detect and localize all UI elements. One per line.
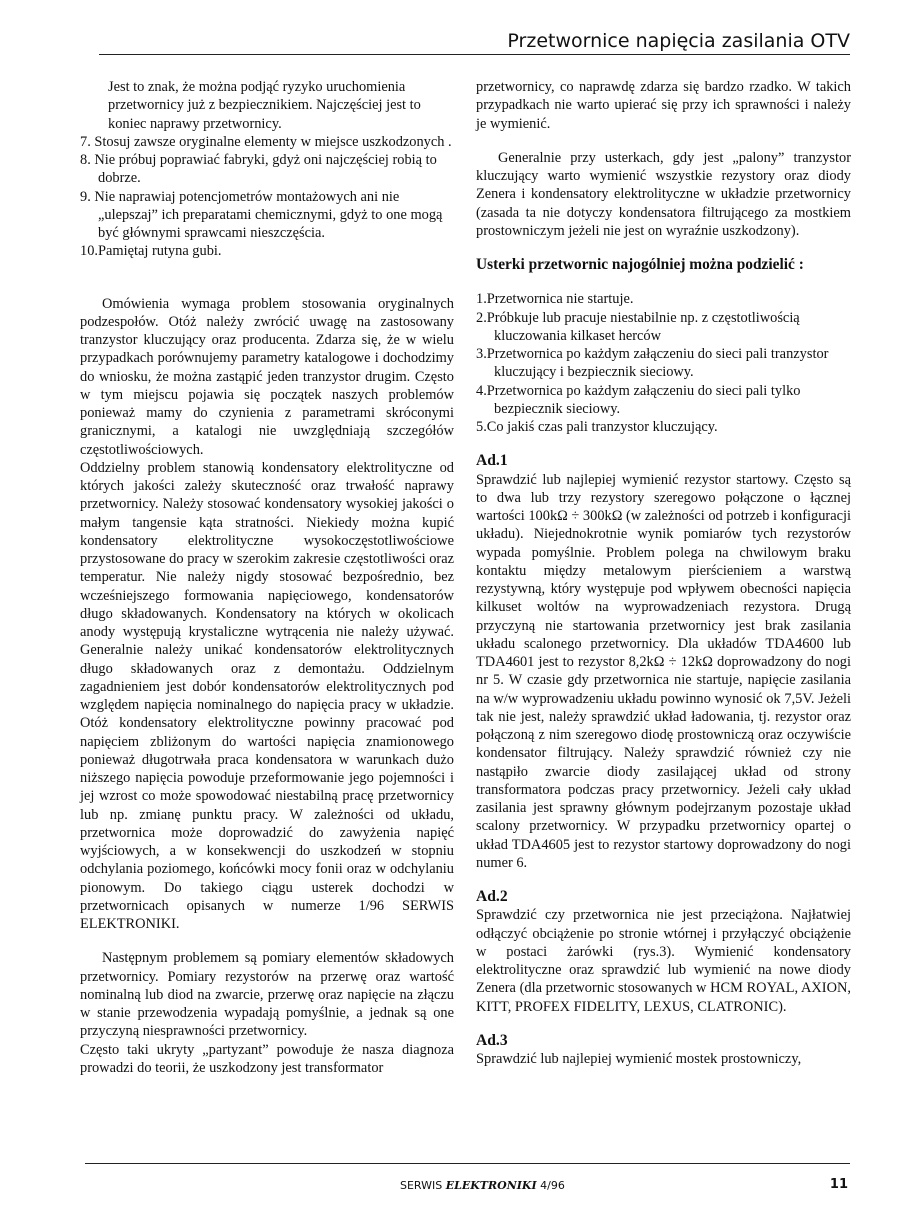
left-column bbox=[80, 78, 454, 1077]
header-rule bbox=[99, 54, 850, 55]
page-footer bbox=[0, 1177, 918, 1197]
list-item: 4.Przetwornica po każdym załączeniu do sieci pali tylko bezpiecznik sieciowy. bbox=[476, 382, 801, 417]
running-title: Przetwornice napięcia zasilania OTV bbox=[507, 30, 850, 52]
paragraph: Sprawdzić lub najlepiej wymienić rezystor startowy. Często są to dwa lub trzy rezystory szeregowo połączone o łącznej wartości 100kΩ ÷ 300kΩ (w zależności od potrzeb i konfiguracji układu). Niejednokrotnie wynik pomiarów tych rezystorów wypada pomyślnie. Problem polega na chwilowym braku kontaktu między metalowym pierścieniem a warstwą rezystywną, który występuje pod wpływem obecności napięcia kilkuset woltów na wyprowadzeniach rezystora. Drugą przyczyną nie startowania przetwornicy jest brak zasilania układu scalonego przetwornicy. Dla układów TDA4600 lub TDA4601 jest to rezystor 8,2kΩ ÷ 12kΩ doprowadzony do nogi nr 5. W czasie gdy przetwornica nie startuje, napięcie zasilania na w/w wyprowadzeniu układu powinno wynosić ok 7,5V. Jeżeli tak nie jest, należy sprawdzić układ ładowania, tj. rezystor oraz połączoną z nim szeregowo diodę prostowniczą oraz oczywiście kondensator filtrujący. Należy sprawdzić również czy nie nastąpiło zwarcie diody zasilającej układ od strony transformatora podczas pracy przetwornicy. Jeżeli cały układ zasilania jest sprawny głównym podejrzanym pozostaje układ scalony przetwornicy. W przypadku przetwornicy opartej o układ TDA4605 jest to rezystor startowy doprowadzony do nogi numer 6. bbox=[476, 471, 851, 871]
paragraph: Często taki ukryty „partyzant” powoduje że nasza diagnoza prowadzi do teorii, że uszkodzony jest transformator bbox=[80, 1041, 454, 1076]
paragraph: Sprawdzić czy przetwornica nie jest przeciążona. Najłatwiej odłączyć obciążenie po stronie wtórnej i przyłączyć obciążenie w postaci żarówki (rys.3). Wymienić kondensatory elektrolityczne oraz sprawdzić lub wymienić na nowe diody Zenera (dla przetwornic stosowanych w HCM ROYAL, AXION, KITT, PROFEX FIDELITY, LEXUS, CLATRONIC). bbox=[476, 907, 851, 1015]
faults-list bbox=[476, 290, 851, 436]
list-item: 8. Nie próbuj poprawiać fabryki, gdyż oni najczęściej robią to dobrze. bbox=[80, 152, 437, 187]
magazine-issue bbox=[400, 1179, 565, 1192]
list-item: 10.Pamiętaj rutyna gubi. bbox=[80, 243, 222, 260]
page-number: 11 bbox=[829, 1177, 848, 1192]
issue-number: 4/96 bbox=[536, 1179, 565, 1192]
paragraph: Następnym problemem są pomiary elementów składowych przetwornicy. Pomiary rezystorów na przerwę oraz wartość nominalną lub diod na zwarcie, przerwę oraz napięcie na złączu w stanie przewodzenia wypadają pomyślnie, a jednak są one przyczyną niesprawności przetwornicy. bbox=[80, 950, 454, 1040]
list-item: 1.Przetwornica nie startuje. bbox=[476, 291, 634, 308]
paragraph: Generalnie przy usterkach, gdy jest „palony” tranzystor kluczujący warto wymienić wszystkie rezystory oraz diody Zenera i kondensatory elektrolityczne w układzie przetwornicy (zasada ta nie dotyczy kondensatora filtrującego za mostkiem prostowniczym jeżeli nie jest on wyraźnie uszkodzony). bbox=[476, 149, 851, 239]
paragraph: Sprawdzić lub najlepiej wymienić mostek prostowniczy, bbox=[476, 1051, 802, 1067]
continued-paragraph: Jest to znak, że można podjąć ryzyko uruchomienia przetwornicy już z bezpiecznikiem. Najczęściej jest to koniec naprawy przetwornicy. bbox=[108, 79, 421, 132]
footer-rule bbox=[85, 1163, 850, 1164]
magazine-brand: ELEKTRONIKI bbox=[445, 1179, 537, 1192]
subsection-heading: Ad.1 bbox=[476, 452, 508, 470]
right-column bbox=[476, 78, 851, 1068]
rules-list bbox=[80, 133, 454, 261]
magazine-prefix: SERWIS bbox=[400, 1179, 446, 1192]
list-item: 3.Przetwornica po każdym załączeniu do sieci pali tranzystor kluczujący i bezpiecznik sieciowy. bbox=[476, 346, 829, 381]
subsection-heading: Ad.3 bbox=[476, 1031, 508, 1049]
list-item: 5.Co jakiś czas pali tranzystor kluczujący. bbox=[476, 419, 718, 435]
continued-paragraph: przetwornicy, co naprawdę zdarza się bardzo rzadko. W takich przypadkach nie warto upierać się przy ich sprawności i należy je wymienić. bbox=[476, 79, 851, 132]
section-heading: Usterki przetwornic najogólniej można podzielić : bbox=[476, 256, 804, 273]
list-item: 9. Nie naprawiaj potencjometrów montażowych ani nie „ulepszaj” ich preparatami chemicznymi, gdyż to one mogą być głównymi sprawcami nieszczęścia. bbox=[80, 188, 443, 241]
paragraph: Omówienia wymaga problem stosowania oryginalnych podzespołów. Otóż należy zwrócić uwagę na zastosowany tranzystor kluczujący oraz producenta. Zdarza się, że w wielu przypadkach porównujemy parametry katalogowe i dochodzimy do wniosku, że można zastąpić jeden tranzystor drugim. Często w tym miejscu pojawia się początek naszych problemów ponieważ mamy do czynienia z parametrami skróconymi granicznymi, a katalogi nie uwzględniają szczegółów częstotliwościowych. bbox=[80, 295, 454, 458]
subsection-heading: Ad.2 bbox=[476, 888, 508, 905]
paragraph: Oddzielny problem stanowią kondensatory elektrolityczne od których jakości zależy skuteczność oraz trwałość naprawy przetwornicy. Należy stosować kondensatory wysokiej jakości o małym tangensie kąta stratności. Niekiedy można kupić kondensatory elektrolityczne wysokoczęstotliwościowe przystosowane do pracy w szerokim zakresie częstotliwości oraz temperatur. Nie należy nigdy stosować bezpośrednio, bez wcześniejszego formowania napięciowego, kondensatorów długo składowanych. Kondensatory na których w okolicach anody występują krystaliczne wytrącenia nie należy używać. Generalnie należy unikać kondensatorów elektrolitycznych długo składowanych oraz z demontażu. Oddzielnym zagadnieniem jest dobór kondensatorów elektrolitycznych pod względem napięcia nominalnego do napięcia pracy w układzie. Otóż kondensatory elektrolityczne powinny pracować pod napięciem zbliżonym do wartości napięcia znamionowego ponieważ długotrwała praca kondensatora w warunkach dużo niższego napięcia powoduje przeformowanie jego pojemności i jej wzrost co może spowodować niestabilną pracę przetwornicy lub np. zmianę punktu pracy. W zależności od układu, przetwornica może doprowadzić do zawyżenia napięć wyjściowych, a w konsekwencji do uszkodzeń w stopniu odchylania poziomego, końcówki mocy fonii oraz w odchylaniu pionowym. Do takiego ciągu usterek dochodzi w przetwornicach opisanych w numerze 1/96 SERWIS ELEKTRONIKI. bbox=[80, 459, 454, 932]
list-item: 7. Stosuj zawsze oryginalne elementy w miejsce uszkodzonych . bbox=[80, 133, 452, 150]
page-header bbox=[0, 0, 918, 62]
list-item: 2.Próbkuje lub pracuje niestabilnie np. z częstotliwością kluczowania kilkaset herców bbox=[476, 309, 800, 344]
